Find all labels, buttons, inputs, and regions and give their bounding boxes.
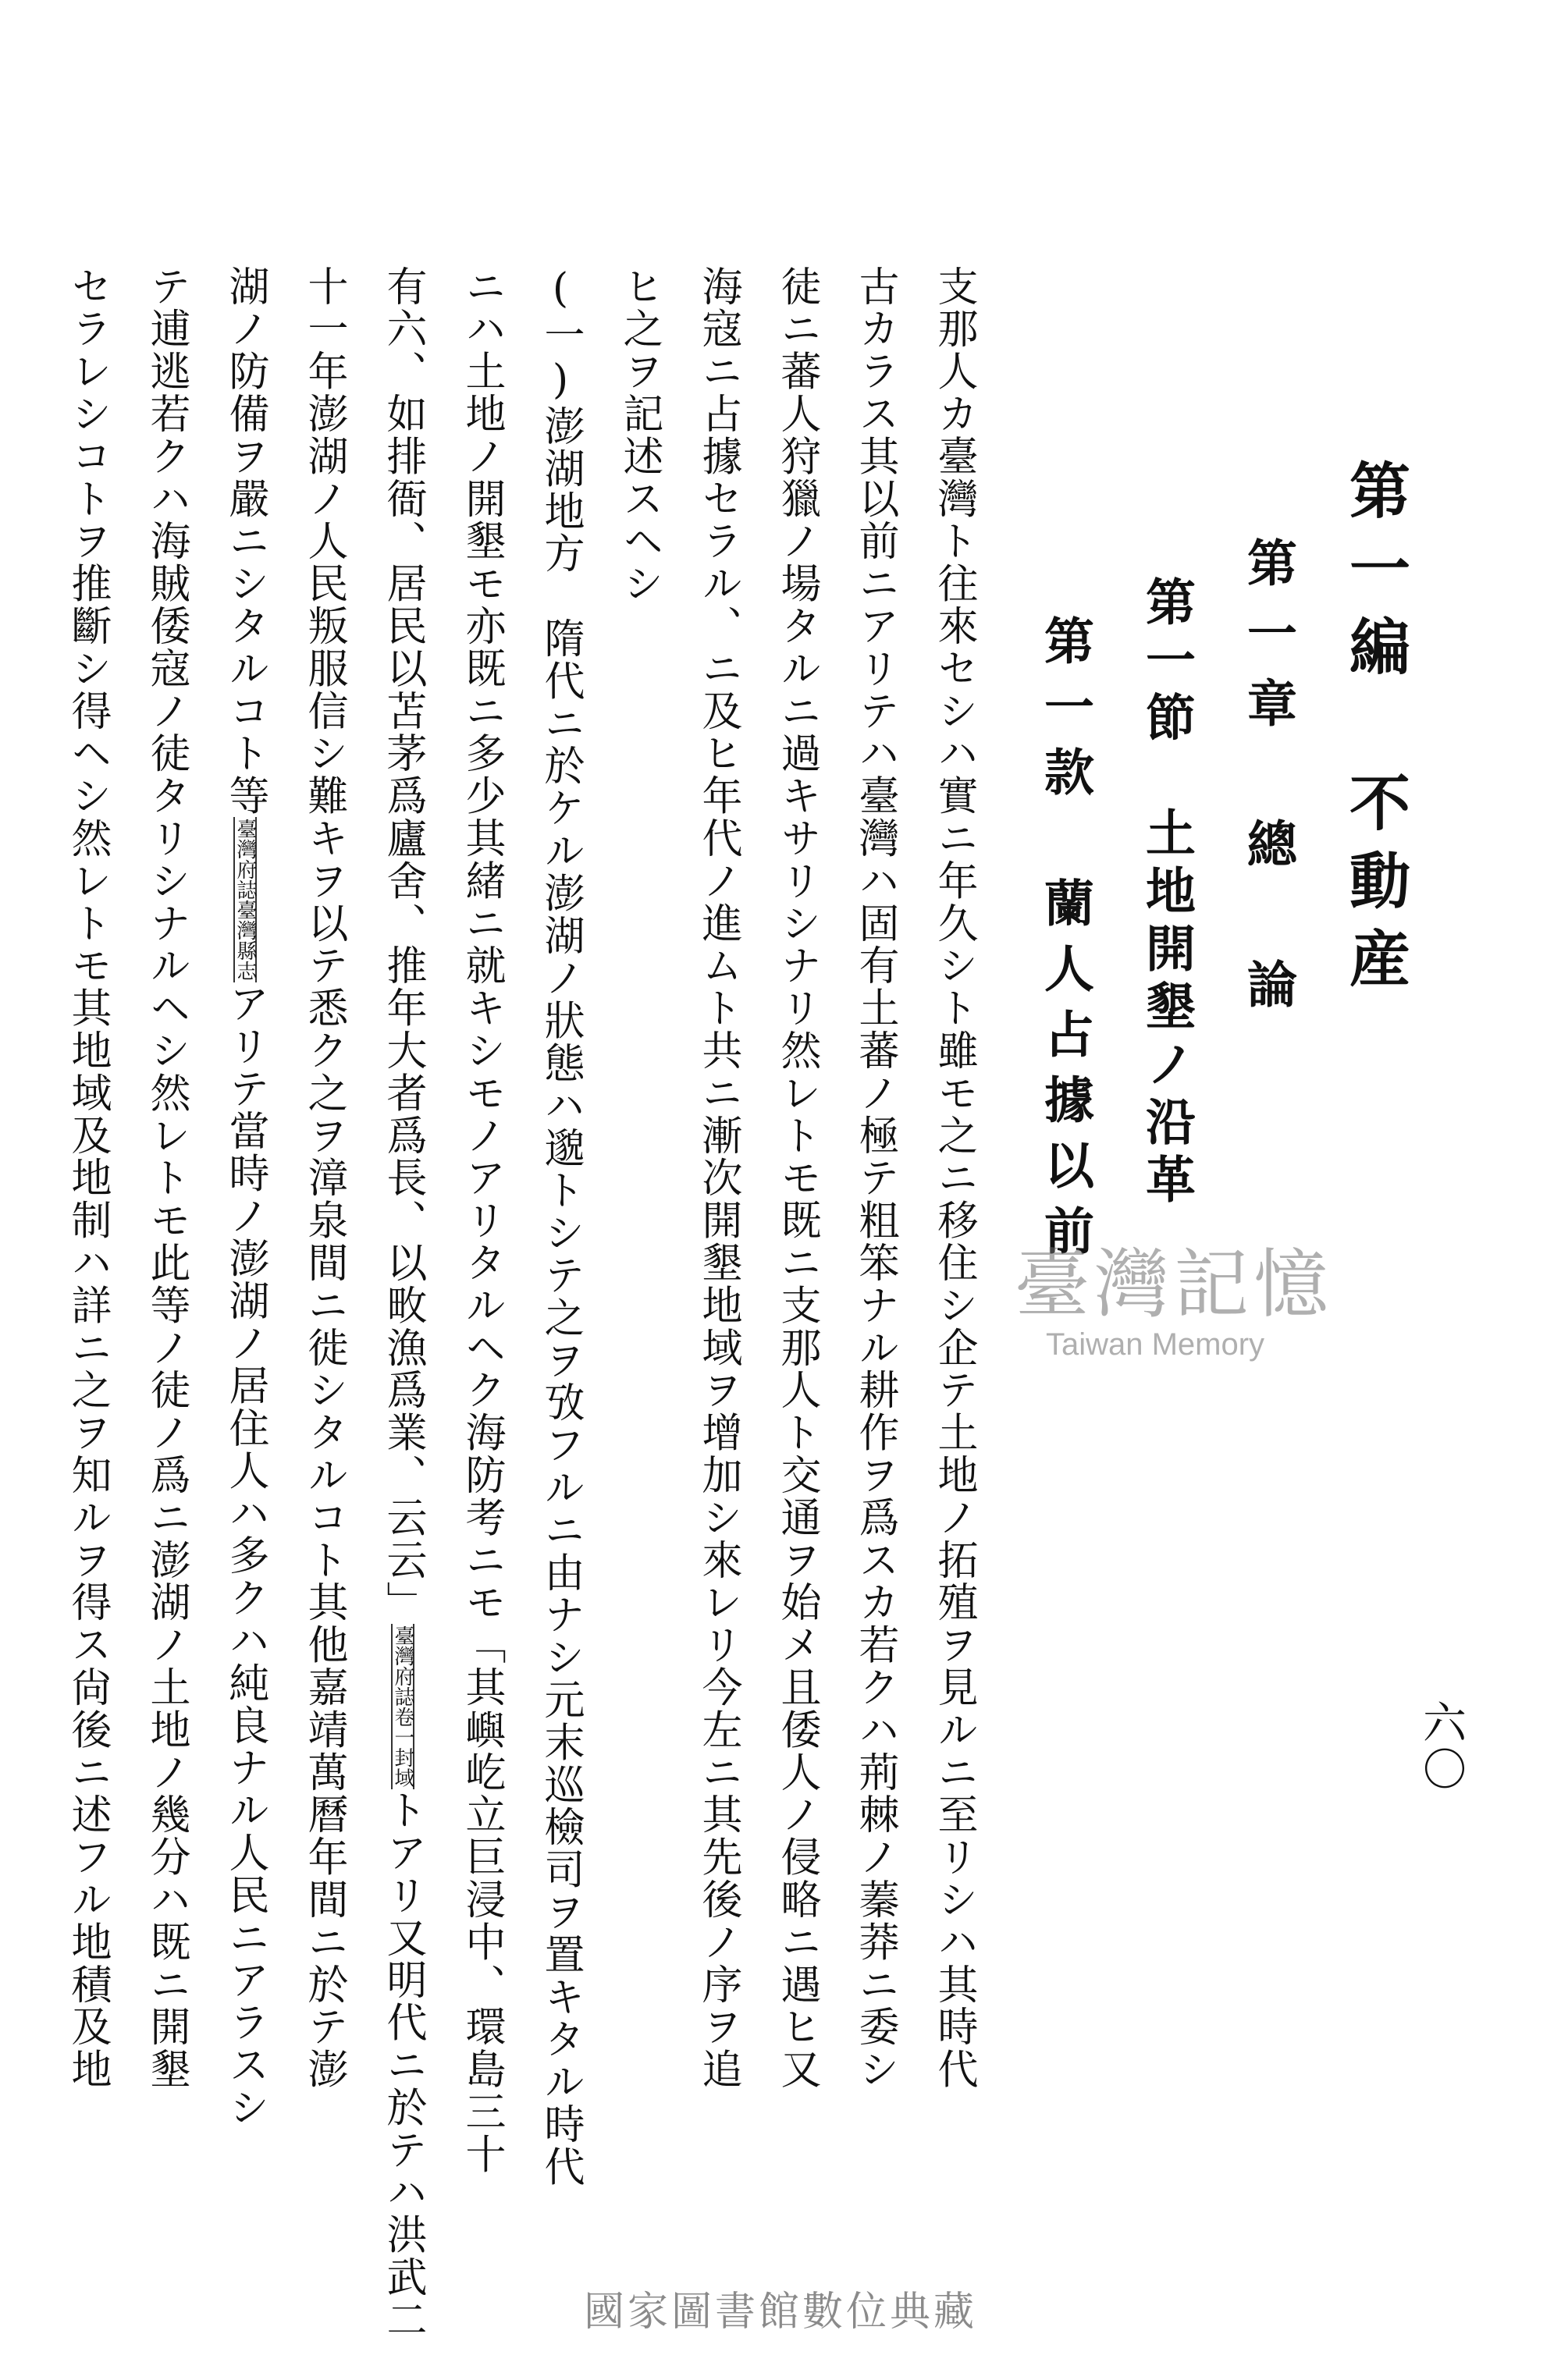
column-text: 湖ノ防備ヲ嚴ニシタルコト等 xyxy=(222,265,268,818)
text-column: セラレシコトヲ推斷シ得ヘシ然レトモ其地域及地制ハ詳ニ之ヲ知ルヲ得ス尙後ニ述フル地積及地 xyxy=(64,265,111,2091)
column-text: ニハ土地ノ開墾モ亦既ニ多少其緒ニ就キシモノアリタルヘク海防考ニモ「其嶼屹立巨浸中、環島三十 xyxy=(458,265,505,2176)
article-heading: 第一款 蘭人占據以前 xyxy=(1036,615,1094,1270)
part-heading: 第一編 不動産 xyxy=(1339,459,1410,1005)
text-column: テ逋逃若クハ海賊倭寇ノ徒タリシナルヘシ然レトモ此等ノ徒ノ爲ニ澎湖ノ土地ノ幾分ハ既ニ開墾 xyxy=(143,265,190,2091)
text-column: 海寇ニ占據セラル、ニ及ヒ年代ノ進ムト共ニ漸次開墾地域ヲ增加シ來レリ今左ニ其先後ノ序ヲ追 xyxy=(695,265,741,2091)
text-column: 古カラス其以前ニアリテハ臺灣ハ固有土蕃ノ極テ粗笨ナル耕作ヲ爲スカ若クハ荊棘ノ蓁莽ニ委シ xyxy=(852,265,898,2091)
text-column: ヒ之ヲ記述スヘシ xyxy=(616,265,663,606)
text-column: (一)澎湖地方 隋代ニ於ケル澎湖ノ狀態ハ邈トシテ之ヲ攷フルニ由ナシ元末巡檢司ヲ置キタル時代 xyxy=(537,265,584,2188)
chapter-heading: 第一章 總 論 xyxy=(1239,537,1297,1028)
watermark-english: Taiwan Memory xyxy=(1045,1327,1265,1362)
page-number: 六〇 xyxy=(1416,1700,1467,1793)
source-note: 臺灣府誌卷一封域 xyxy=(391,1625,414,1788)
column-text: 有六、如排衙、居民以苫茅爲廬舍、推年大者爲長、以畋漁爲業、云云」 xyxy=(379,265,426,1624)
text-column: 徒ニ蕃人狩獵ノ場タルニ過キサリシナリ然レトモ既ニ支那人ト交通ヲ始メ且倭人ノ侵略ニ遇ヒ又 xyxy=(773,265,820,2091)
text-column xyxy=(379,265,426,2342)
section-heading: 第一節 土地開墾ノ沿革 xyxy=(1137,576,1196,1211)
column-text: 十一年澎湖ノ人民叛服信シ難キヲ以テ悉ク之ヲ漳泉間ニ徙シタルコト其他嘉靖萬曆年間ニ於テ澎 xyxy=(300,265,347,2091)
column-text: アリテ當時ノ澎湖ノ居住人ハ多クハ純良ナル人民ニアラスシ xyxy=(222,982,268,2130)
text-column: 支那人カ臺灣ト往來セシハ實ニ年久シト雖モ之ニ移住シ企テ土地ノ拓殖ヲ見ルニ至リシハ其時代 xyxy=(930,265,977,2091)
column-text: トアリ又明代ニ於テハ洪武二 xyxy=(379,1789,426,2342)
text-column xyxy=(300,265,347,2091)
library-footer: 國家圖書館數位典藏 xyxy=(583,2289,977,2336)
watermark-logo xyxy=(1015,1225,1333,1362)
text-column xyxy=(222,265,268,2130)
source-note: 臺灣府誌臺灣縣志 xyxy=(233,819,257,982)
watermark-chinese: 臺灣記憶 xyxy=(1015,1241,1333,1328)
text-column xyxy=(458,265,505,2176)
